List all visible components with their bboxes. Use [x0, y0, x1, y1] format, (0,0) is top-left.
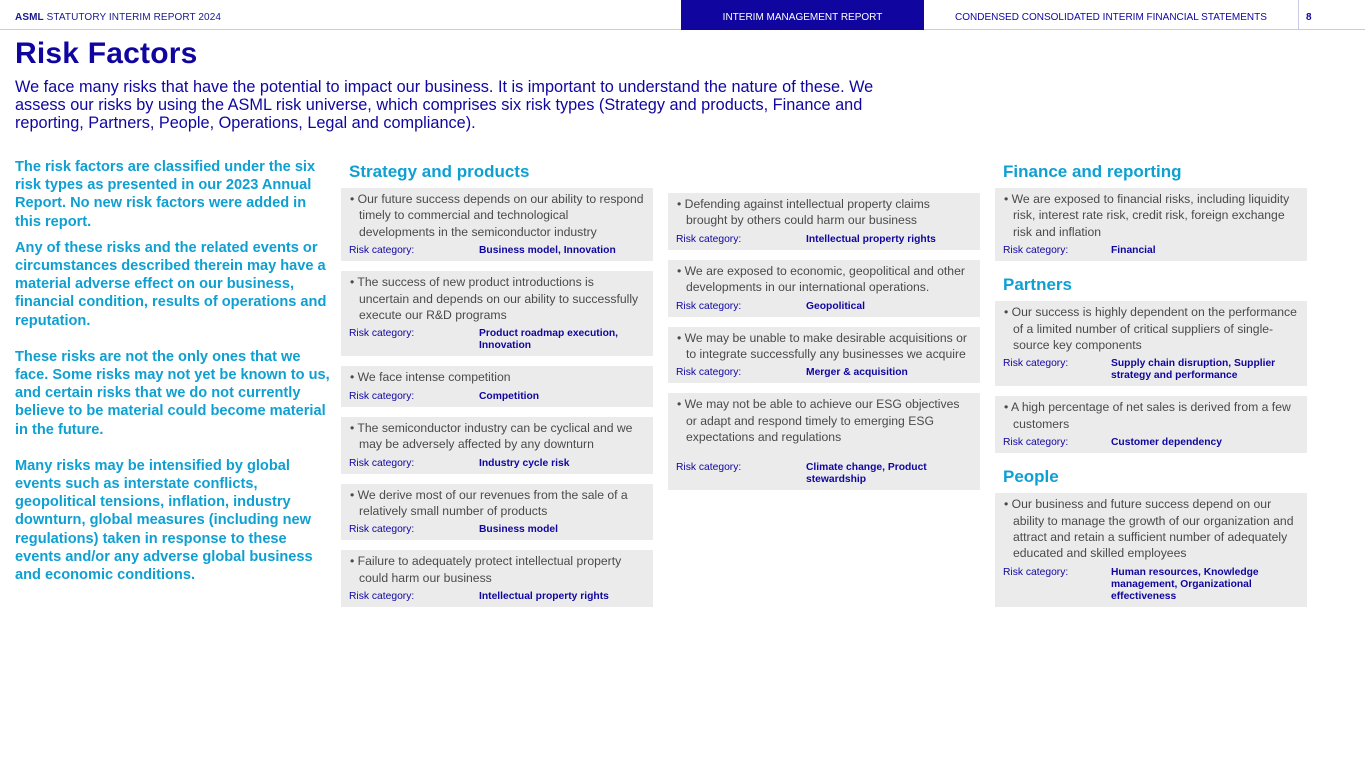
nav-interim-management-report[interactable]: INTERIM MANAGEMENT REPORT: [681, 0, 924, 30]
section-title-finance: Finance and reporting: [1003, 162, 1182, 181]
risk-category-label: Risk category:: [349, 328, 415, 340]
page-number: 8: [1306, 12, 1312, 23]
section-title-strategy: Strategy and products: [349, 162, 530, 181]
strategy-column-continued: [668, 193, 980, 500]
left-summary: [15, 158, 330, 592]
risk-category-value: Supply chain disruption, Supplier strategy and performance: [1111, 358, 1276, 382]
report-brand: [15, 12, 221, 23]
risk-category-label: Risk category:: [1003, 437, 1069, 449]
risk-card: [995, 396, 1307, 453]
risk-category-value: Intellectual property rights: [806, 233, 936, 245]
right-column: [995, 158, 1307, 617]
risk-text: • We face intense competition: [350, 370, 511, 385]
risk-category-label: Risk category:: [349, 245, 415, 257]
risk-category-label: Risk category:: [349, 390, 415, 402]
risk-text: • Our future success depends on our ability to respond timely to commercial and technological developments in the semiconductor industry: [350, 192, 644, 239]
risk-category-value: Business model, Innovation: [479, 245, 616, 257]
risk-category-label: Risk category:: [1003, 566, 1069, 578]
risk-card: [995, 493, 1307, 607]
risk-text: • We derive most of our revenues from the sale of a relatively small number of products: [350, 487, 628, 519]
risk-card: [995, 301, 1307, 386]
risk-category-label: Risk category:: [1003, 245, 1069, 257]
risk-card: [341, 271, 653, 356]
risk-card: [995, 188, 1307, 261]
risk-card: [668, 327, 980, 384]
risk-category-label: Risk category:: [349, 524, 415, 536]
strategy-column: [341, 158, 653, 617]
risk-category-label: Risk category:: [349, 591, 415, 603]
risk-category-label: Risk category:: [676, 233, 742, 245]
risk-category-value: Industry cycle risk: [479, 457, 570, 469]
report-name: STATUTORY INTERIM REPORT 2024: [43, 12, 222, 23]
risk-card: [341, 550, 653, 607]
top-bar: [0, 0, 1365, 30]
risk-category-value: Intellectual property rights: [479, 591, 609, 603]
risk-text: • We may not be able to achieve our ESG objectives or adapt and respond timely to emerging ESG expectations and regulations: [677, 397, 960, 445]
risk-card: [668, 193, 980, 250]
risk-text: • We are exposed to economic, geopolitical and other developments in our international operations.: [677, 263, 965, 295]
risk-category-label: Risk category:: [676, 461, 742, 473]
risk-card: [341, 417, 653, 474]
risk-text: • A high percentage of net sales is derived from a few customers: [1004, 400, 1291, 431]
risk-card: [341, 366, 653, 406]
nav-divider: [1298, 0, 1299, 30]
summary-paragraph: Many risks may be intensified by global events such as interstate conflicts, geopolitical tensions, inflation, industry downturn, global measures (including new regulations) taken in response to these events and/or any adverse global business and economic conditions.: [15, 457, 313, 584]
risk-category-value: Financial: [1111, 245, 1156, 257]
risk-text: • Our success is highly dependent on the performance of a limited number of critical suppliers of single-source key components: [1004, 305, 1297, 353]
risk-category-value: Customer dependency: [1111, 437, 1223, 449]
risk-category-label: Risk category:: [676, 367, 742, 379]
risk-text: • The semiconductor industry can be cyclical and we may be adversely affected by any downturn: [350, 420, 633, 452]
risk-category-value: Business model: [479, 524, 558, 536]
page-title: Risk Factors: [15, 37, 198, 70]
risk-text: • Failure to adequately protect intellectual property could harm our business: [350, 554, 622, 585]
risk-text: • Our business and future success depend on our ability to manage the growth of our organization and attract and retain a sufficient number of adequately educated and skilled employees: [1004, 497, 1294, 561]
risk-text: • Defending against intellectual property claims brought by others could harm our business: [677, 197, 930, 228]
summary-paragraph: The risk factors are classified under the six risk types as presented in our 2023 Annual Report. No new risk factors were added in this report.: [15, 159, 316, 230]
risk-category-label: Risk category:: [676, 300, 742, 312]
risk-text: • The success of new product introductions is uncertain and depends on our ability to successfully execute our R&D programs: [350, 275, 639, 323]
intro-text: We face many risks that have the potential to impact our business. It is important to understand the nature of these. We assess our risks by using the ASML risk universe, which comprises six risk types (Strategy and products, Finance and reporting, Partners, People, Operations, Legal and compliance).: [15, 78, 874, 132]
risk-card: [341, 188, 653, 261]
brand-name: ASML: [15, 12, 44, 23]
risk-category-value: Merger & acquisition: [806, 367, 908, 379]
risk-category-label: Risk category:: [1003, 358, 1069, 370]
section-title-partners: Partners: [1003, 275, 1072, 295]
section-title-people: People: [1003, 467, 1059, 487]
risk-category-value: Climate change, Product stewardship: [806, 461, 927, 485]
risk-category-value: Human resources, Knowledge management, Organizational effectiveness: [1111, 566, 1259, 602]
risk-card: [668, 260, 980, 317]
risk-category-label: Risk category:: [349, 457, 415, 469]
risk-category-value: Geopolitical: [806, 300, 865, 312]
risk-category-value: Competition: [479, 390, 540, 402]
risk-category-value: Product roadmap execution, Innovation: [479, 328, 619, 352]
summary-paragraph: These risks are not the only ones that we face. Some risks may not yet be known to us, and certain risks that we do not currently believe to be material could become material in the future.: [15, 348, 330, 438]
risk-card: [341, 484, 653, 541]
nav-financial-statements[interactable]: CONDENSED CONSOLIDATED INTERIM FINANCIAL STATEMENTS: [955, 12, 1267, 23]
summary-paragraph: Any of these risks and the related events or circumstances described therein may have a material adverse effect on our business, financial condition, results of operations and reputation.: [15, 239, 327, 329]
risk-text: • We may be unable to make desirable acquisitions or to integrate successfully any businesses we acquire: [677, 330, 967, 362]
risk-card: [668, 393, 980, 489]
risk-text: • We are exposed to financial risks, including liquidity risk, interest rate risk, credit risk, foreign exchange risk and inflation: [1004, 192, 1290, 239]
